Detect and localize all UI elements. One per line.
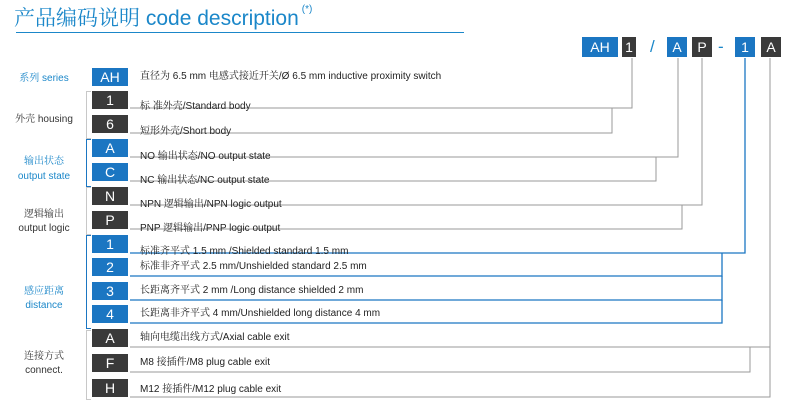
option-code-connect-h: H [92, 379, 128, 397]
option-code-distance-1: 1 [92, 235, 128, 253]
code-part-output-state: A [667, 37, 687, 57]
title-en: code description [145, 7, 299, 30]
option-code-connect-a: A [92, 329, 128, 347]
option-desc-connect-a: 轴向电缆出线方式/Axial cable exit [140, 332, 290, 343]
category-connect-cn: 连接方式 [24, 351, 64, 362]
option-code-connect-f: F [92, 354, 128, 372]
option-code-ah: AH [92, 68, 128, 86]
code-separator-slash: / [650, 37, 655, 56]
option-desc-logic-n: NPN 逻辑输出/NPN logic output [140, 199, 282, 210]
housing-bracket [86, 91, 91, 139]
code-separator-dash: - [718, 37, 724, 56]
category-series: 系列 series [19, 73, 69, 84]
option-desc-distance-4: 长距离非齐平式 4 mm/Unshielded long distance 4 mm [140, 308, 381, 319]
title-cn: 产品编码说明 [14, 7, 140, 30]
category-output-logic-cn: 逻辑输出 [24, 209, 64, 220]
category-distance-en: distance [25, 300, 63, 311]
category-output-logic-en: output logic [18, 223, 70, 234]
category-distance-cn: 感应距离 [24, 286, 64, 297]
code-part-connection: A [761, 37, 781, 57]
option-code-state-c: C [92, 163, 128, 181]
option-code-state-a: A [92, 139, 128, 157]
option-code-distance-2: 2 [92, 258, 128, 276]
option-desc-housing-6: 短形外壳/Short body [140, 126, 232, 137]
option-code-distance-3: 3 [92, 282, 128, 300]
output-logic-bracket [86, 187, 91, 235]
option-desc-state-c: NC 输出状态/NC output state [140, 175, 270, 186]
code-part-housing: 1 [622, 37, 636, 57]
connect-bracket [86, 330, 91, 400]
category-connect-en: connect. [25, 365, 63, 376]
option-desc-logic-p: PNP 逻辑输出/PNP logic output [140, 223, 281, 234]
code-part-ah: AH [582, 37, 618, 57]
option-desc-state-a: NO 输出状态/NO output state [140, 151, 271, 162]
option-desc-connect-h: M12 接插件/M12 plug cable exit [140, 384, 282, 395]
option-code-logic-n: N [92, 187, 128, 205]
distance-bracket [86, 235, 91, 329]
title-note: (*) [301, 4, 313, 15]
code-part-distance: 1 [735, 37, 755, 57]
output-state-bracket [86, 139, 91, 187]
option-code-housing-6: 6 [92, 115, 128, 133]
category-output-state-cn: 输出状态 [24, 156, 64, 167]
option-desc-distance-1: 标准齐平式 1.5 mm /Shielded standard 1.5 mm [140, 246, 349, 257]
option-desc-distance-2: 标准非齐平式 2.5 mm/Unshielded standard 2.5 mm [140, 261, 367, 272]
category-output-state-en: output state [17, 171, 71, 182]
option-desc-connect-f: M8 接插件/M8 plug cable exit [140, 357, 271, 368]
code-part-output-logic: P [692, 37, 712, 57]
option-desc-distance-3: 长距离齐平式 2 mm /Long distance shielded 2 mm [140, 285, 364, 296]
category-housing: 外壳 housing [15, 114, 73, 125]
option-code-distance-4: 4 [92, 305, 128, 323]
option-desc-ah: 直径为 6.5 mm 电感式接近开关/Ø 6.5 mm inductive proximity switch [140, 71, 442, 82]
option-code-housing-1: 1 [92, 91, 128, 109]
option-desc-housing-1: 标 准外壳/Standard body [140, 101, 251, 112]
option-code-logic-p: P [92, 211, 128, 229]
